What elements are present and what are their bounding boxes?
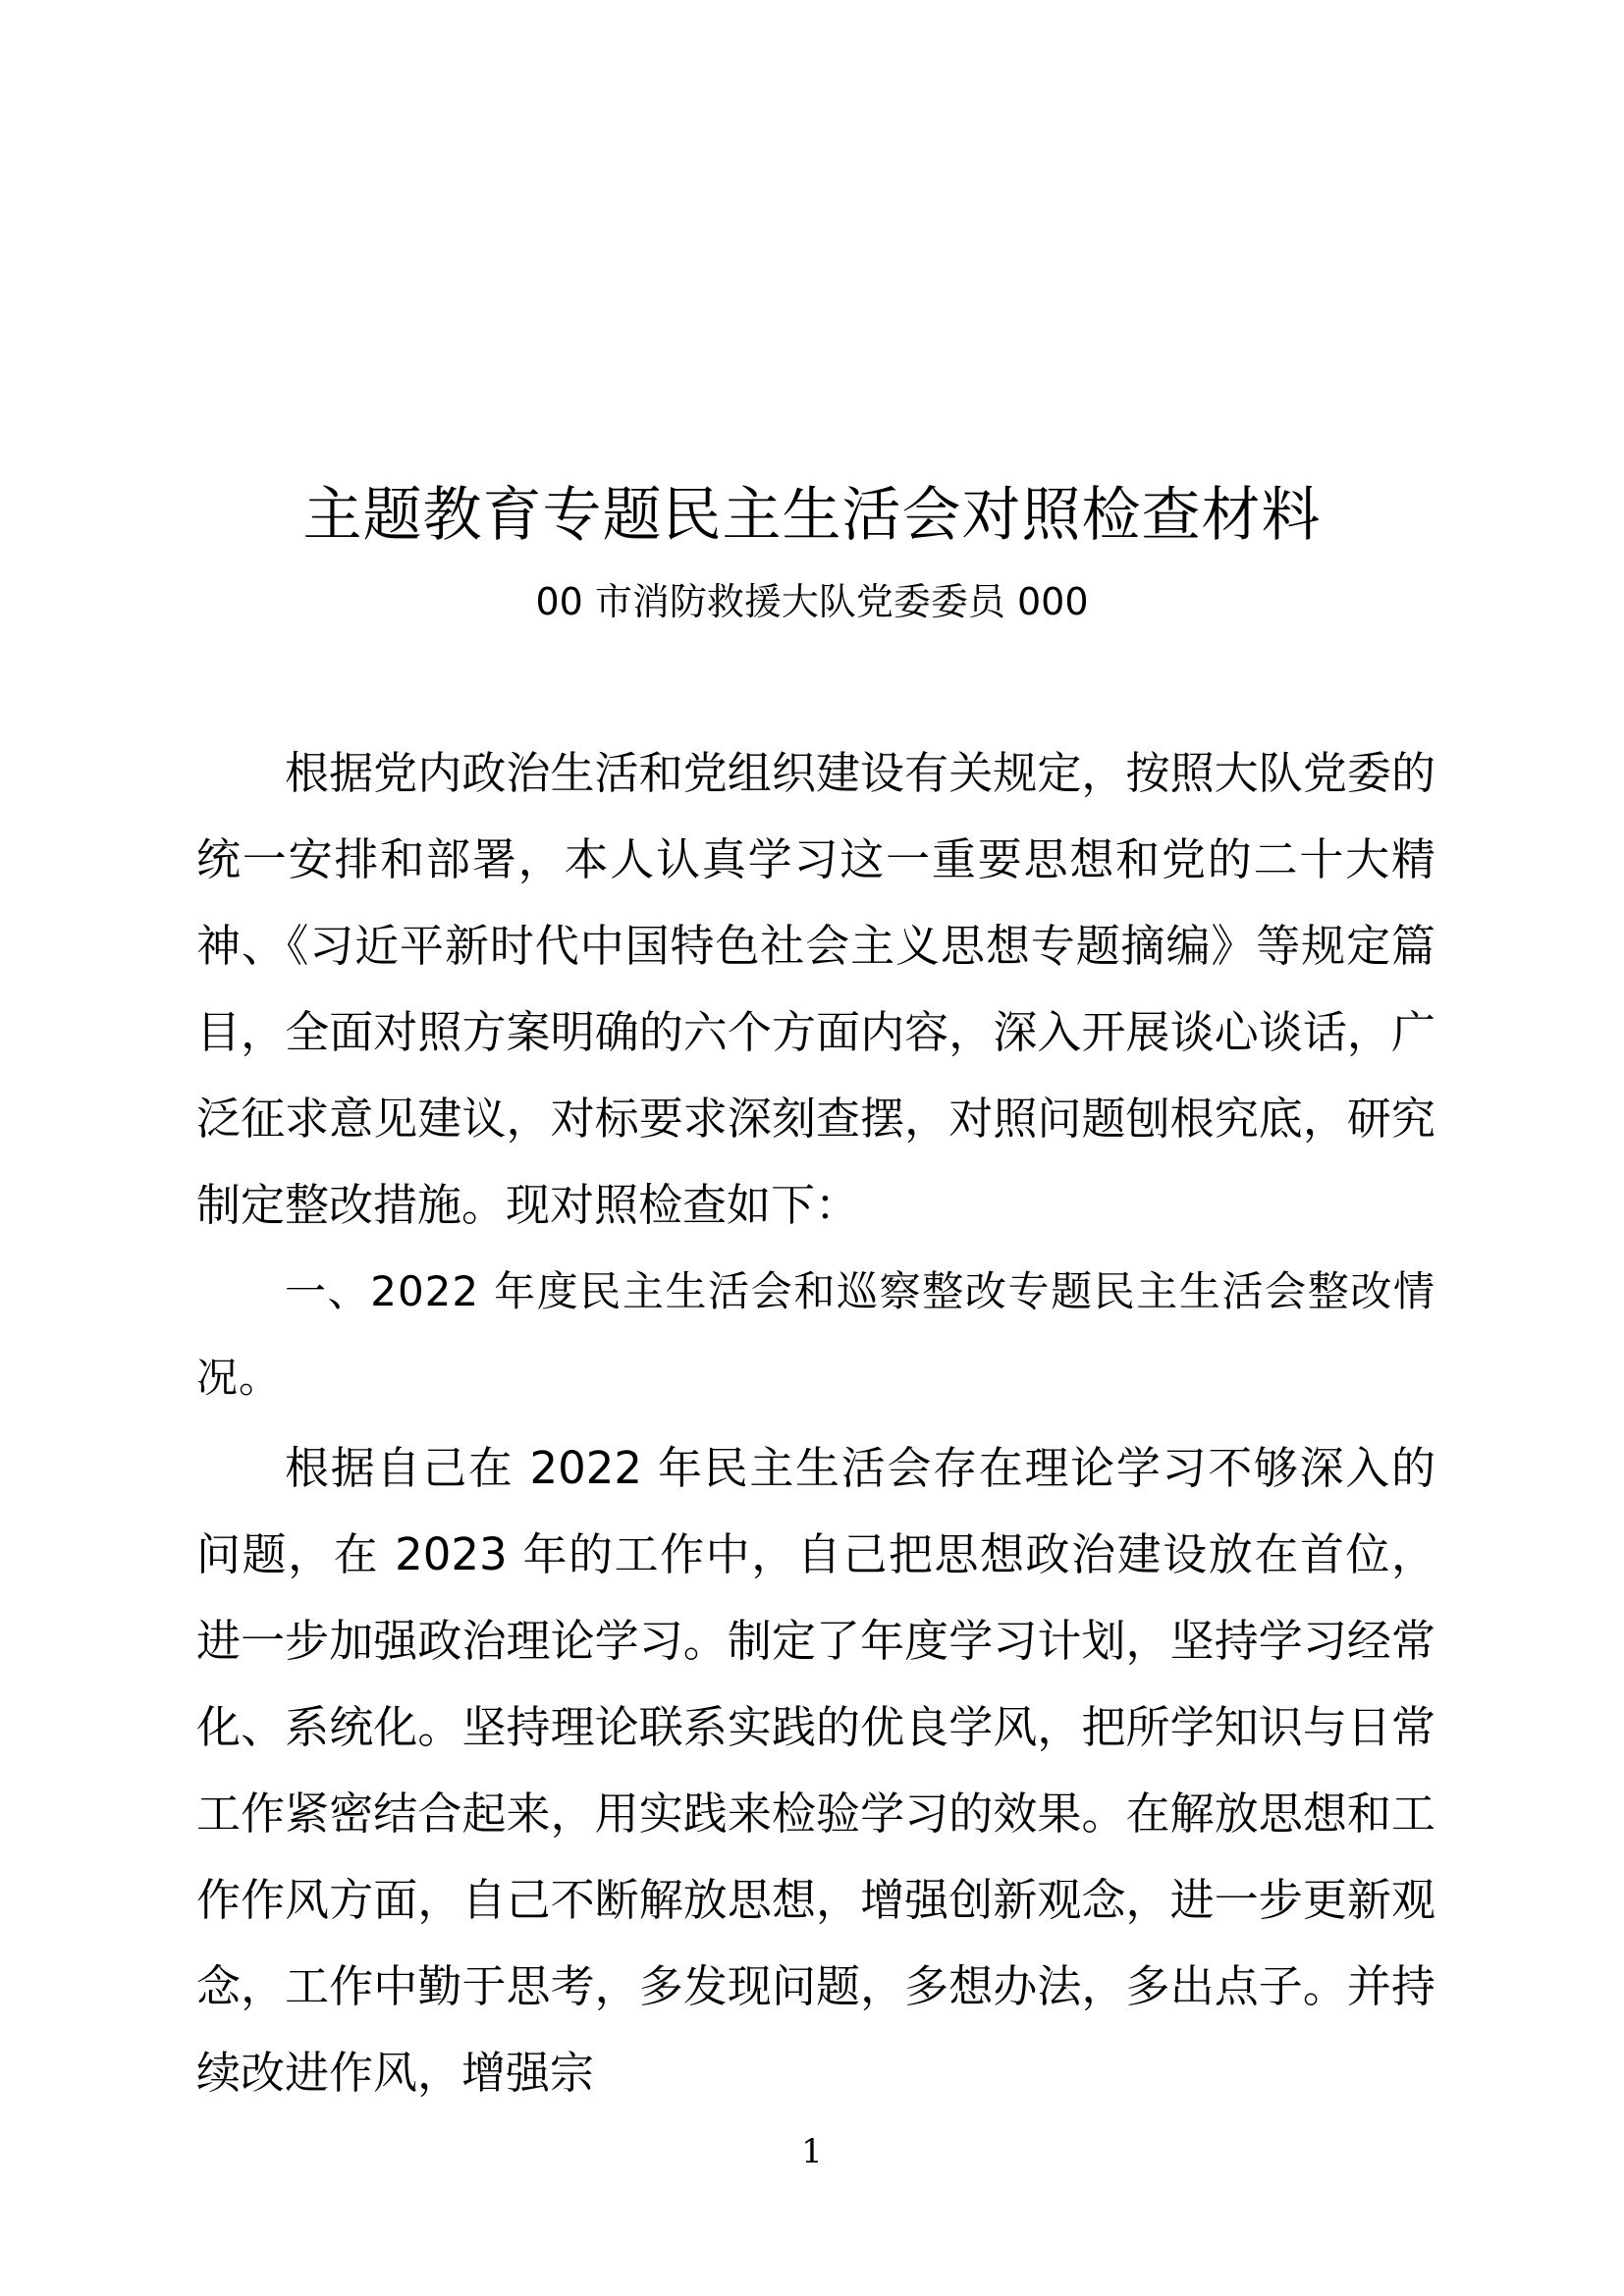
section-heading-1: 一、2022 年度民主生活会和巡察整改专题民主生活会整改情况。 <box>196 1267 1435 1402</box>
paragraph-rectification: 根据自己在 2022 年民主生活会存在理论学习不够深入的问题，在 2023 年的工作中，自己把思想政治建设放在首位，进一步加强政治理论学习。制定了年度学习计划，坚持学习经常化、系统化。坚持理论联系实践的优良学风，把所学知识与日常工作紧密结合起来，用实践来检验学习的效果。在解放思想和工作作风方面，自己不断解放思想，增强创新观念，进一步更新观念，工作中勤于思考，多发现问题，多想办法，多出点子。并持续改进作风，增强宗 <box>196 1442 1435 2099</box>
document-title: 主题教育专题民主生活会对照检查材料 <box>302 481 1322 550</box>
author-line: 00 市消防救援大队党委委员 000 <box>535 580 1089 623</box>
page-number: 1 <box>801 2132 823 2171</box>
paragraph-intro: 根据党内政治生活和党组织建设有关规定，按照大队党委的统一安排和部署，本人认真学习这一重要思想和党的二十大精神、《习近平新时代中国特色社会主义思想专题摘编》等规定篇目，全面对照方案明确的六个方面内容，深入开展谈心谈话，广泛征求意见建议，对标要求深刻查摆，对照问题刨根究底，研究制定整改措施。现对照检查如下： <box>196 747 1435 1231</box>
